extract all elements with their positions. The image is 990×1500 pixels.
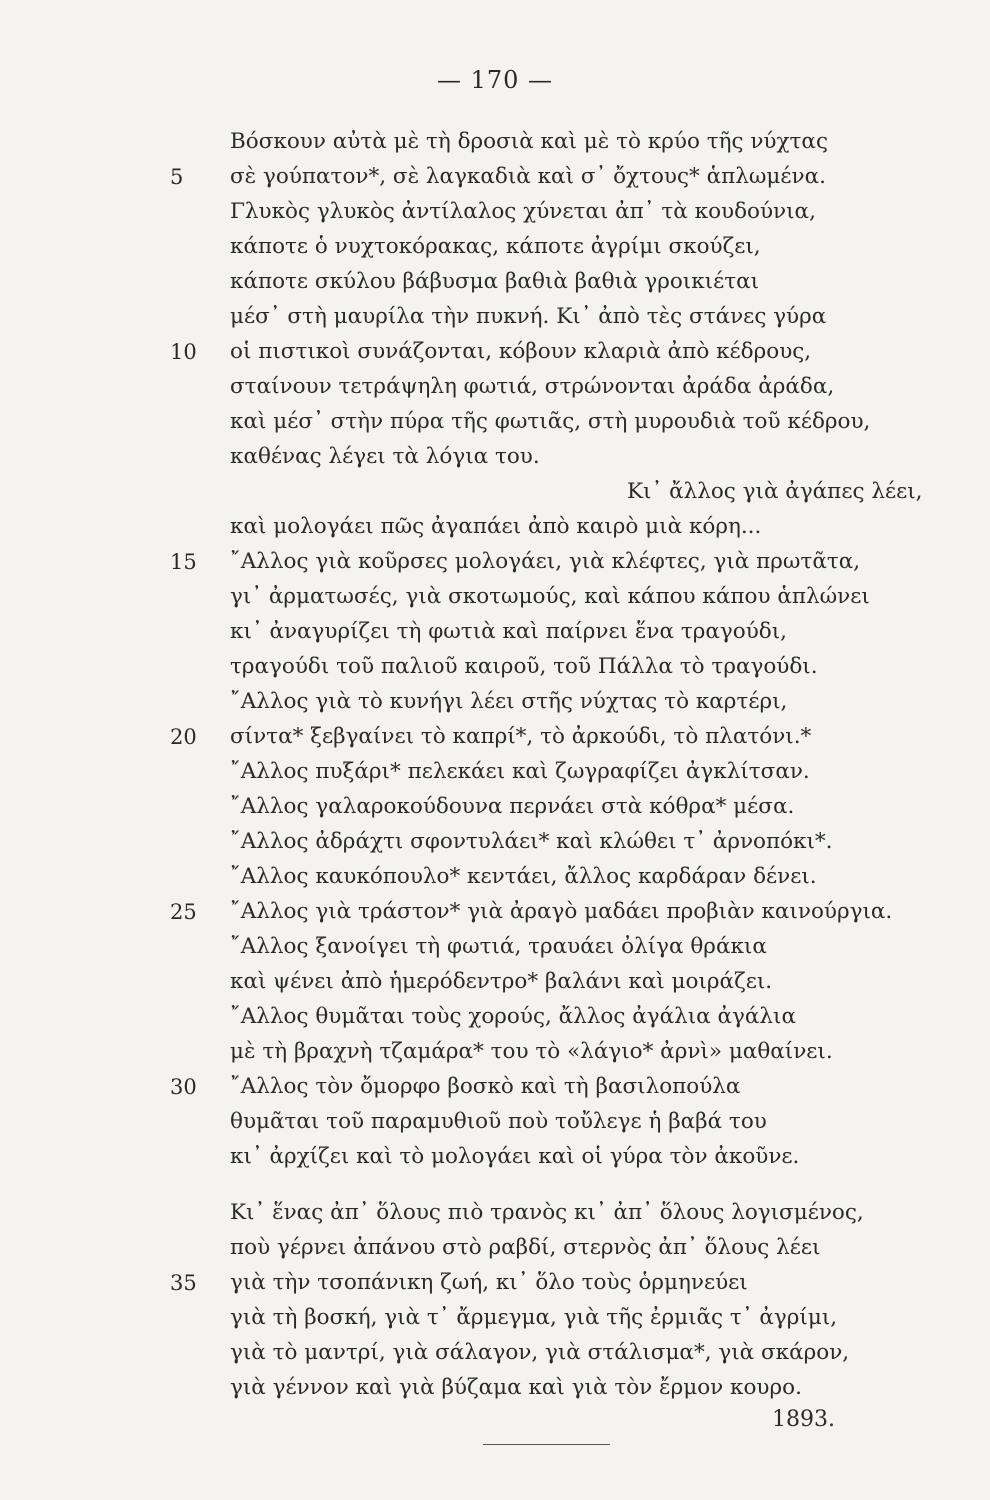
poem-line: σὲ γούπατον*, σὲ λαγκαδιὰ καὶ σ᾽ ὄχτους* ἁπλωμένα. bbox=[230, 164, 826, 189]
poem-line: Βόσκουν αὐτὰ μὲ τὴ δροσιὰ καὶ μὲ τὸ κρύο τῆς νύχτας bbox=[230, 129, 828, 154]
poem-line: γι᾽ ἀρματωσές, γιὰ σκοτωμούς, καὶ κάπου κάπου ἁπλώνει bbox=[230, 584, 870, 609]
poem-line: καὶ μέσ᾽ στὴν πύρα τῆς φωτιᾶς, στὴ μυρουδιὰ τοῦ κέδρου, bbox=[230, 409, 871, 434]
poem-line: οἱ πιστικοὶ συνάζονται, κόβουν κλαριὰ ἀπὸ κέδρους, bbox=[230, 339, 812, 364]
poem-line: ῎Αλλος τὸν ὄμορφο βοσκὸ καὶ τὴ βασιλοπούλα bbox=[230, 1074, 741, 1099]
poem-line: καὶ μολογάει πῶς ἀγαπάει ἀπὸ καιρὸ μιὰ κόρη... bbox=[230, 514, 762, 539]
poem-line: Γλυκὸς γλυκὸς ἀντίλαλος χύνεται ἀπ᾽ τὰ κουδούνια, bbox=[230, 199, 816, 224]
poem-line: ῎Αλλος γιὰ κοῦρσες μολογάει, γιὰ κλέφτες, γιὰ πρωτᾶτα, bbox=[230, 549, 861, 574]
poem-line: καὶ ψένει ἀπὸ ἡμερόδεντρο* βαλάνι καὶ μοιράζει. bbox=[230, 969, 773, 994]
poem-line: κι᾽ ἀναγυρίζει τὴ φωτιὰ καὶ παίρνει ἕνα τραγούδι, bbox=[230, 619, 787, 644]
poem-line: ῎Αλλος γιὰ τράστον* γιὰ ἀραγὸ μαδάει προβιὰν καινούργια. bbox=[230, 899, 893, 924]
poem-line: σταίνουν τετράψηλη φωτιά, στρώνονται ἀράδα ἀράδα, bbox=[230, 374, 835, 399]
poem-line: γιὰ γέννον καὶ γιὰ βύζαμα καὶ γιὰ τὸν ἔρμον κουρο. bbox=[230, 1375, 802, 1400]
line-number: 25 bbox=[170, 900, 197, 924]
date-signature: 1893. bbox=[772, 1407, 835, 1432]
poem-line: κι᾽ ἀρχίζει καὶ τὸ μολογάει καὶ οἱ γύρα τὸν ἀκοῦνε. bbox=[230, 1144, 800, 1169]
poem-line: ῎Αλλος γιὰ τὸ κυνήγι λέει στῆς νύχτας τὸ καρτέρι, bbox=[230, 689, 788, 714]
section-divider bbox=[483, 1444, 610, 1445]
poem-line: Κι᾽ ἄλλος γιὰ ἀγάπες λέει, bbox=[627, 479, 923, 504]
line-number: 5 bbox=[170, 165, 184, 189]
poem-line: σίντα* ξεβγαίνει τὸ καπρί*, τὸ ἀρκούδι, τὸ πλατόνι.* bbox=[230, 724, 812, 749]
poem-line: ῎Αλλος ξανοίγει τὴ φωτιά, τραυάει ὀλίγα θράκια bbox=[230, 934, 767, 959]
poem-line: Κι᾽ ἕνας ἀπ᾽ ὅλους πιὸ τρανὸς κι᾽ ἀπ᾽ ὅλους λογισμένος, bbox=[230, 1200, 864, 1225]
poem-line: μὲ τὴ βραχνὴ τζαμάρα* του τὸ «λάγιο* ἀρνὶ» μαθαίνει. bbox=[230, 1039, 833, 1064]
line-number: 35 bbox=[170, 1271, 197, 1295]
line-number: 10 bbox=[170, 340, 197, 364]
poem-line: ῎Αλλος θυμᾶται τοὺς χορούς, ἄλλος ἀγάλια ἀγάλια bbox=[230, 1004, 797, 1029]
poem-line: ῎Αλλος πυξάρι* πελεκάει καὶ ζωγραφίζει ἀγκλίτσαν. bbox=[230, 759, 810, 784]
poem-line: θυμᾶται τοῦ παραμυθιοῦ ποὺ τοὔλεγε ἡ βαβά του bbox=[230, 1109, 767, 1134]
poem-line: ῎Αλλος καυκόπουλο* κεντάει, ἄλλος καρδάραν δένει. bbox=[230, 864, 817, 889]
poem-line: ποὺ γέρνει ἀπάνου στὸ ραβδί, στερνὸς ἀπ᾽ ὅλους λέει bbox=[230, 1235, 821, 1260]
poem-line: γιὰ τὴν τσοπάνικη ζωή, κι᾽ ὅλο τοὺς ὁρμηνεύει bbox=[230, 1270, 748, 1295]
poem-line: τραγούδι τοῦ παλιοῦ καιροῦ, τοῦ Πάλλα τὸ τραγούδι. bbox=[230, 654, 818, 679]
page-number: — 170 — bbox=[436, 66, 554, 94]
poem-line: καθένας λέγει τὰ λόγια του. bbox=[230, 444, 540, 469]
poem-line: κάποτε ὁ νυχτοκόρακας, κάποτε ἀγρίμι σκούζει, bbox=[230, 234, 761, 259]
line-number: 15 bbox=[170, 550, 197, 574]
poem-line: ῎Αλλος ἀδράχτι σφοντυλάει* καὶ κλώθει τ᾽ ἀρνοπόκι*. bbox=[230, 829, 833, 854]
poem-line: κάποτε σκύλου βάβυσμα βαθιὰ βαθιὰ γροικιέται bbox=[230, 269, 760, 294]
line-number: 30 bbox=[170, 1075, 197, 1099]
poem-line: μέσ᾽ στὴ μαυρίλα τὴν πυκνή. Κι᾽ ἀπὸ τὲς στάνες γύρα bbox=[230, 304, 827, 329]
poem-line: ῎Αλλος γαλαροκούδουνα περνάει στὰ κόθρα* μέσα. bbox=[230, 794, 795, 819]
poem-line: γιὰ τὴ βοσκή, γιὰ τ᾽ ἄρμεγμα, γιὰ τῆς ἐρμιᾶς τ᾽ ἀγρίμι, bbox=[230, 1305, 838, 1330]
line-number: 20 bbox=[170, 725, 197, 749]
poem-line: γιὰ τὸ μαντρί, γιὰ σάλαγον, γιὰ στάλισμα*, γιὰ σκάρον, bbox=[230, 1340, 850, 1365]
